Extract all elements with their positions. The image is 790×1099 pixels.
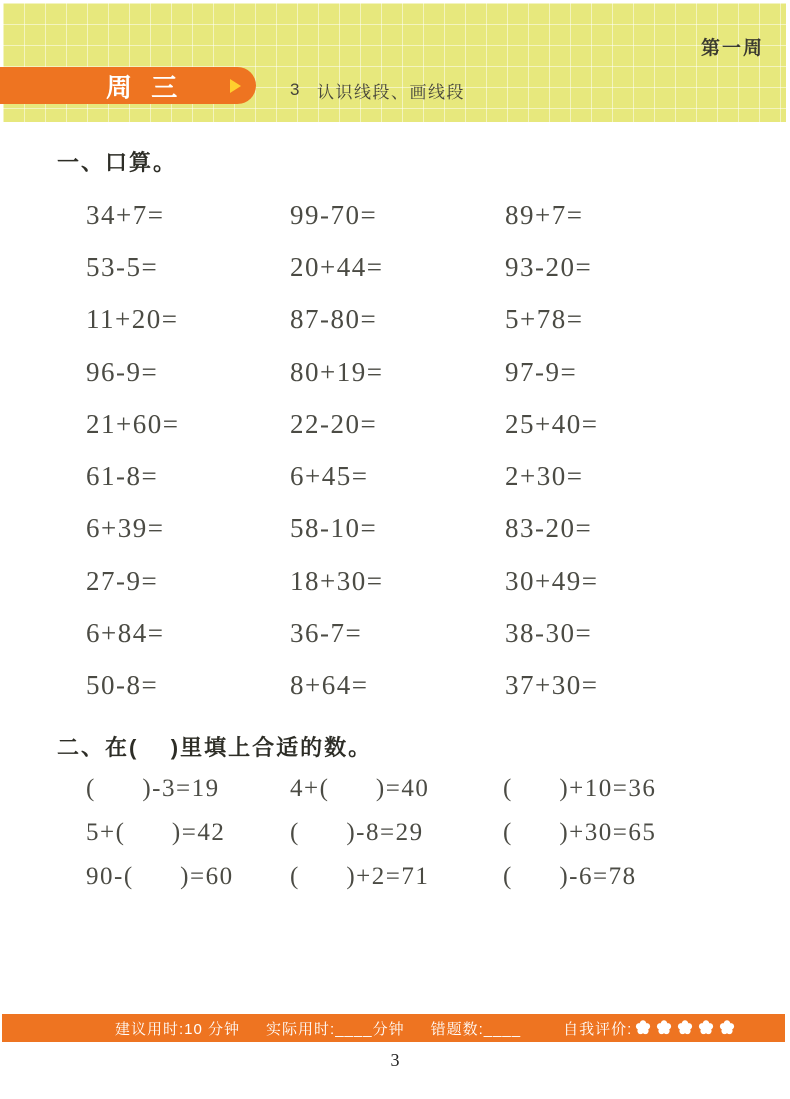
math-problem: 80+19= — [290, 356, 384, 387]
oral-calculation-grid — [86, 189, 746, 712]
flower-icon — [655, 1019, 673, 1037]
play-triangle-icon — [230, 79, 241, 93]
lesson-title — [290, 76, 465, 104]
math-problem: 97-9= — [505, 356, 578, 387]
math-problem: ( )+10=36 — [503, 775, 657, 802]
lesson-number: 3 — [290, 80, 301, 99]
math-problem: ( )-8=29 — [290, 819, 424, 846]
math-problem: 61-8= — [86, 461, 159, 492]
fill-blank-grid — [86, 767, 746, 899]
suggested-time-label: 建议用时:10 分钟 — [115, 1020, 241, 1038]
math-problem: ( )-3=19 — [86, 775, 220, 802]
math-problem: 38-30= — [505, 618, 593, 649]
math-problem: 8+64= — [290, 670, 369, 701]
rating-flowers — [634, 1019, 736, 1037]
math-problem: 34+7= — [86, 199, 165, 230]
math-problem: 6+45= — [290, 461, 369, 492]
math-problem: 99-70= — [290, 199, 378, 230]
math-problem: ( )-6=78 — [503, 863, 637, 890]
math-problem: 53-5= — [86, 251, 159, 282]
flower-icon — [634, 1019, 652, 1037]
math-problem: 30+49= — [505, 565, 599, 596]
day-banner-label: 周 三 — [106, 72, 184, 102]
math-problem: 21+60= — [86, 408, 180, 439]
math-problem: 36-7= — [290, 618, 363, 649]
math-problem: 6+39= — [86, 513, 165, 544]
math-problem: 22-20= — [290, 408, 378, 439]
week-label: 第一周 — [700, 38, 764, 59]
math-problem: 37+30= — [505, 670, 599, 701]
section1-heading: 一、口算。 — [57, 150, 178, 175]
math-problem: 25+40= — [505, 408, 599, 439]
math-problem: 5+( )=42 — [86, 819, 226, 846]
math-problem: 89+7= — [505, 199, 584, 230]
day-banner — [0, 67, 256, 104]
math-problem: 90-( )=60 — [86, 863, 234, 890]
math-problem: ( )+30=65 — [503, 819, 657, 846]
math-problem: 93-20= — [505, 251, 593, 282]
actual-time-label: 实际用时:____分钟 — [266, 1020, 405, 1038]
self-evaluation — [563, 1018, 736, 1039]
math-problem: 58-10= — [290, 513, 378, 544]
flower-icon — [697, 1019, 715, 1037]
flower-icon — [718, 1019, 736, 1037]
page-header — [3, 3, 786, 122]
footer-bar — [2, 1014, 785, 1042]
math-problem: 27-9= — [86, 565, 159, 596]
math-problem: 20+44= — [290, 251, 384, 282]
page-number: 3 — [390, 1050, 400, 1070]
math-problem: ( )+2=71 — [290, 863, 430, 890]
section2-heading: 二、在( )里填上合适的数。 — [57, 735, 373, 760]
math-problem: 4+( )=40 — [290, 775, 430, 802]
math-problem: 18+30= — [290, 565, 384, 596]
math-problem: 2+30= — [505, 461, 584, 492]
lesson-name: 认识线段、画线段 — [316, 82, 465, 102]
flower-icon — [676, 1019, 694, 1037]
math-problem: 6+84= — [86, 618, 165, 649]
math-problem: 5+78= — [505, 304, 584, 335]
math-problem: 11+20= — [86, 304, 179, 335]
math-problem: 83-20= — [505, 513, 593, 544]
math-problem: 87-80= — [290, 304, 378, 335]
error-count-label: 错题数:____ — [430, 1020, 522, 1038]
self-evaluation-label: 自我评价: — [563, 1020, 633, 1038]
math-problem: 96-9= — [86, 356, 159, 387]
math-problem: 50-8= — [86, 670, 159, 701]
